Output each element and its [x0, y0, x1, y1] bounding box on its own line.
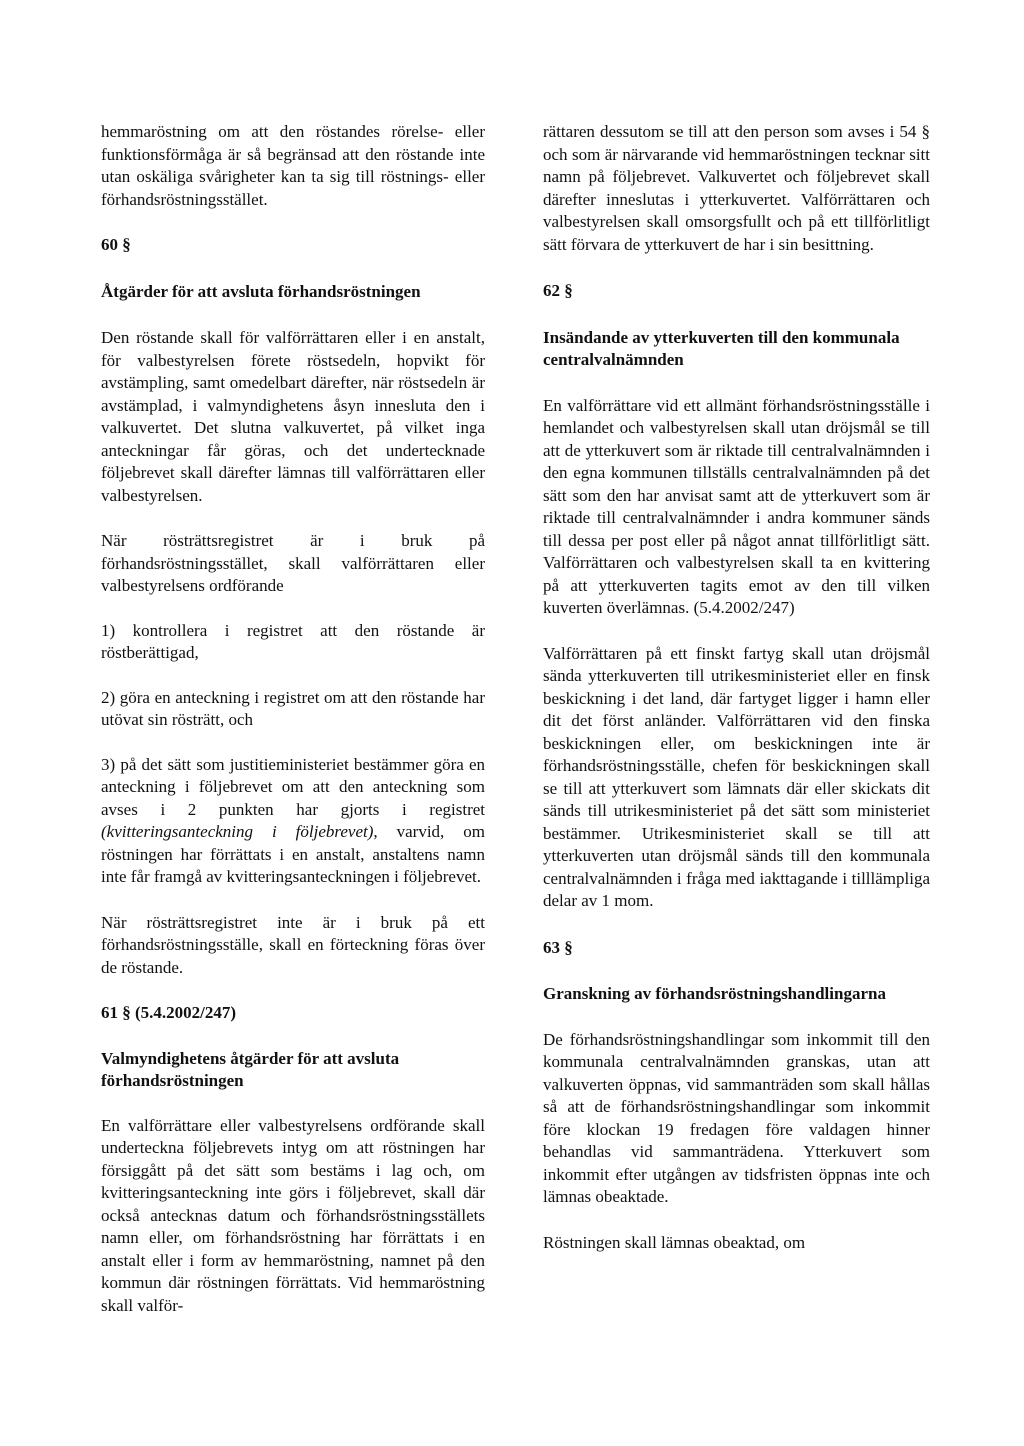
list-item: [101, 754, 485, 889]
left-column: [101, 121, 485, 1317]
section-number: 63 §: [543, 937, 573, 957]
right-column: [543, 121, 930, 1254]
section-number: 62 §: [543, 281, 573, 300]
list-item: 1) kontrollera i registret att den röstande är röstberättigad,: [101, 620, 485, 662]
paragraph: De förhandsröstningshandlingar som inkommit till den kommunala centralvalnämnden granskas, utan att valkuverten öppnas, vid sammanträden som skall hållas så att de förhandsröstningshandlingar som inkommit före klockan 19 fredagen före valdagen hinner behandlas vid sammanträdena. Ytterkuvert som inkommit efter utgången av tidsfristen öppnas inte och lämnas obeaktade.: [543, 1029, 930, 1206]
section-title: Insändande av ytterkuverten till den kommunala centralvalnämnden: [543, 327, 900, 369]
section-title: Åtgärder för att avsluta förhandsröstningen: [101, 281, 421, 301]
paragraph: Röstningen skall lämnas obeaktad, om: [543, 1232, 806, 1252]
section-title: Granskning av förhandsröstningshandlingarna: [543, 984, 886, 1003]
paragraph: När rösträttsregistret inte är i bruk på ett förhandsröstningsställe, skall en förteckning föras över de röstande.: [101, 912, 485, 977]
italic-term: (kvitteringsanteckning i följebrevet): [101, 822, 374, 841]
section-title: Valmyndighetens åtgärder för att avsluta förhandsröstningen: [101, 1048, 400, 1090]
section-number: 61 § (5.4.2002/247): [101, 1003, 237, 1022]
paragraph: hemmaröstning om att den röstandes rörelse- eller funktionsförmåga är så begränsad att den röstande inte utan oskäliga svårigheter kan ta sig till röstnings- eller förhandsröstningsstället.: [101, 122, 485, 209]
section-number: 60 §: [101, 235, 131, 254]
paragraph: Valförrättaren på ett finskt fartyg skall utan dröjsmål sända ytterkuverten till utrikesministeriet eller en finsk beskickning i det land, där fartyget ligger i hamn eller dit det först anländer. Valförrättaren vid den finska beskickningen eller, om beskickningen inte är förhandsröstningsställe, chefen för beskickningen skall se till att ytterkuvert som lämnats där eller skickats dit sänds till utrikesministeriet på det sätt som ministeriet bestämmer. Utrikesministeriet skall se till att ytterkuverten utan dröjsmål sänds till den kommunala centralvalnämnden i fråga med iakttagande i tilllämpliga delar av 1 mom.: [543, 643, 930, 910]
paragraph: Den röstande skall för valförrättaren eller i en anstalt, för valbestyrelsen förete röstsedeln, hopvikt för avstämpling, samt omedelbart därefter, när röstsedeln är avstämplad, i valmyndighetens åsyn innesluta den i valkuvertet. Det slutna valkuvertet, på vilket inga anteckningar får göras, och det undertecknade följebrevet skall därefter lämnas till valförrättaren eller valbestyrelsen.: [101, 328, 485, 505]
list-item: 2) göra en anteckning i registret om att den röstande har utövat sin rösträtt, och: [101, 687, 485, 729]
paragraph: rättaren dessutom se till att den person som avses i 54 § och som är närvarande vid hemmaröstningen tecknar sitt namn på följebrevet. Valkuvertet och följebrevet skall därefter inneslutas i ytterkuvertet. Valförrättaren och valbestyrelsen skall omsorgsfullt och på ett tillförlitligt sätt förvara de ytterkuvert de har i sin besittning.: [543, 122, 930, 254]
paragraph: En valförrättare vid ett allmänt förhandsröstningsställe i hemlandet och valbestyrelsen skall utan dröjsmål se till att de ytterkuvert som är riktade till centralvalnämnden i den egna kommunen tillställs centralvalnämnden på det sätt som den har anvisat samt att de ytterkuvert som är riktade till centralvalnämnder i andra kommuner sänds till dessa per post eller på något annat tillförlitligt sätt. Valförrättaren och valbestyrelsen skall ta en kvittering på att ytterkuverten tagits emot av den till vilken kuverten överlämnas. (5.4.2002/247): [543, 395, 930, 617]
list-item-text: , varvid, om röstningen har förrättats i en anstalt, anstaltens namn inte får framgå av kvitteringsanteckningen i följebrevet.: [101, 822, 486, 886]
paragraph: När rösträttsregistret är i bruk på förhandsröstningsstället, skall valförrättaren eller valbestyrelsens ordförande: [101, 531, 485, 595]
paragraph: En valförrättare eller valbestyrelsens ordförande skall underteckna följebrevets intyg om att röstningen har försiggått på det sätt som bestäms i lag och, om kvitteringsanteckning inte görs i följebrevet, skall där också antecknas datum och förhandsröstningsställets namn eller, om förhandsröstning har förrättats i en anstalt eller i form av hemmaröstning, namnet på den kommun där röstningen förrättats. Vid hemmaröstning skall valför-: [101, 1115, 485, 1315]
list-item-text: 3) på det sätt som justitieministeriet bestämmer göra en anteckning i följebrevet om att den anteckning som avses i 2 punkten har gjorts i registret: [101, 754, 485, 819]
